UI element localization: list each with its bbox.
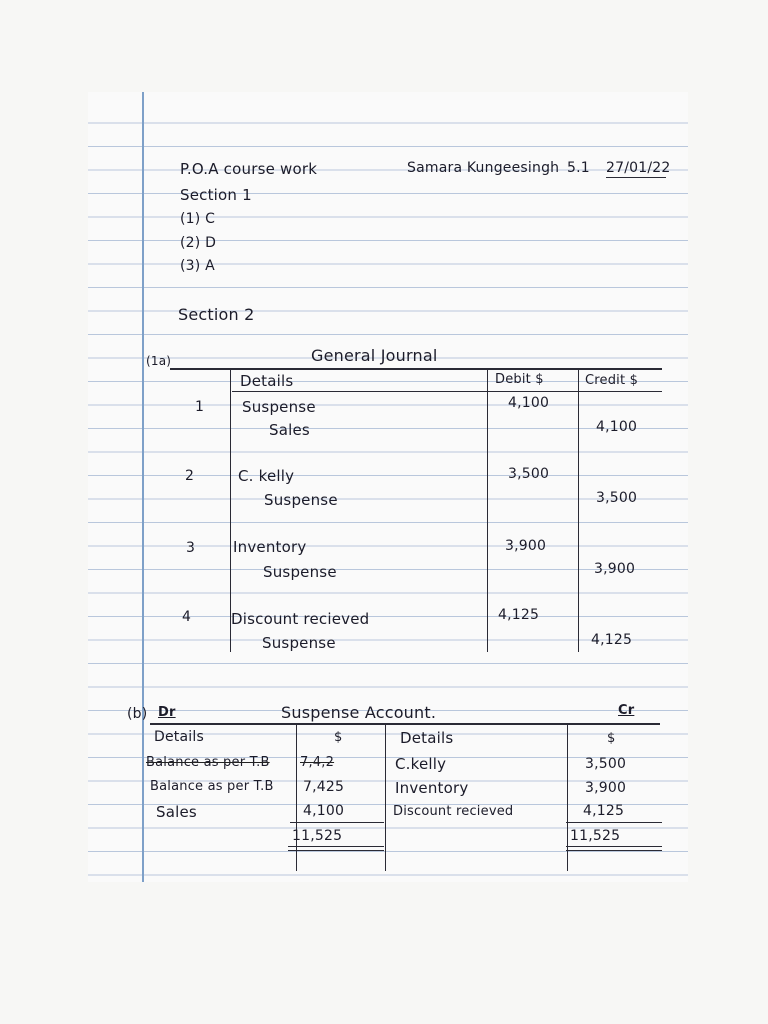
suspense-total-left: 11,525 [292, 828, 343, 844]
suspense-right-detail: Inventory [395, 779, 469, 797]
suspense-details-header-right: Details [400, 729, 454, 747]
journal-title: General Journal [311, 346, 438, 365]
suspense-left-amount: 7,425 [303, 779, 345, 795]
journal-debit-account: Suspense [242, 398, 316, 416]
section1-title: Section 1 [180, 186, 252, 204]
dr-label: Dr [158, 705, 176, 720]
part-b-label: (b) [127, 706, 148, 722]
journal-top-line [170, 368, 662, 370]
journal-credit-account: Suspense [264, 491, 338, 509]
suspense-right-amount: 4,125 [583, 803, 625, 819]
journal-debit-account: C. kelly [238, 467, 295, 485]
date-label: 27/01/22 [606, 160, 671, 176]
suspense-amount-header-right: $ [607, 731, 616, 746]
journal-debit-amount: 4,125 [498, 607, 540, 623]
subject-label: P.O.A course work [180, 160, 318, 178]
journal-credit-amount: 3,900 [594, 561, 636, 577]
suspense-total-right: 11,525 [570, 828, 621, 844]
suspense-left-amount: 4,100 [303, 803, 345, 819]
journal-entry-number: 1 [195, 399, 205, 415]
journal-credit-account: Sales [269, 421, 310, 439]
right-total-top-line [566, 822, 662, 823]
suspense-right-detail: C.kelly [395, 755, 447, 773]
suspense-right-amount: 3,900 [585, 780, 627, 796]
journal-debit-header: Debit $ [495, 372, 544, 387]
journal-entry-number: 3 [186, 540, 196, 556]
journal-debit-amount: 3,500 [508, 466, 550, 482]
journal-credit-amount: 3,500 [596, 490, 638, 506]
suspense-right-amount-divider [567, 723, 568, 871]
cr-label: Cr [618, 703, 635, 718]
suspense-title: Suspense Account. [281, 703, 437, 722]
journal-credit-amount: 4,100 [596, 419, 638, 435]
journal-entry-number: 4 [182, 609, 192, 625]
journal-debit-amount: 4,100 [508, 395, 550, 411]
journal-debit-amount: 3,900 [505, 538, 547, 554]
suspense-left-amount-divider [296, 723, 297, 871]
section1-answer-2: (2) D [180, 235, 217, 251]
suspense-details-header-left: Details [154, 729, 204, 745]
suspense-left-amount-struck: 7,4,2 [300, 755, 335, 770]
journal-credit-account: Suspense [262, 634, 336, 652]
section1-answer-3: (3) A [180, 258, 215, 274]
journal-debit-account: Discount recieved [231, 610, 370, 628]
suspense-right-amount: 3,500 [585, 756, 627, 772]
journal-debit-account: Inventory [233, 538, 307, 556]
journal-credit-header: Credit $ [585, 373, 639, 388]
right-total-double-line-2 [566, 850, 662, 851]
journal-credit-amount: 4,125 [591, 632, 633, 648]
section2-title: Section 2 [178, 305, 255, 324]
journal-entry-number: 2 [185, 468, 195, 484]
journal-credit-account: Suspense [263, 563, 337, 581]
margin-line [142, 92, 144, 882]
part-a-label: (1a) [146, 354, 172, 368]
suspense-amount-header-left: $ [334, 730, 343, 745]
journal-details-header: Details [240, 372, 294, 390]
suspense-top-line [150, 723, 660, 725]
suspense-left-detail: Sales [156, 803, 197, 821]
suspense-left-detail: Balance as per T.B [150, 779, 274, 794]
left-total-double-line-2 [288, 850, 384, 851]
form-label: 5.1 [567, 160, 590, 176]
date-underline [606, 177, 666, 178]
suspense-right-detail: Discount recieved [393, 804, 514, 819]
suspense-center-divider [385, 723, 386, 871]
journal-debit-divider [487, 368, 488, 652]
left-total-double-line-1 [288, 846, 384, 847]
journal-credit-divider [578, 368, 579, 652]
section1-answer-1: (1) C [180, 211, 216, 227]
student-name: Samara Kungeesingh [407, 160, 560, 176]
right-total-double-line-1 [566, 846, 662, 847]
suspense-left-detail-struck: Balance as per T.B [146, 755, 270, 770]
left-total-top-line [290, 822, 384, 823]
journal-header-line [232, 391, 662, 392]
